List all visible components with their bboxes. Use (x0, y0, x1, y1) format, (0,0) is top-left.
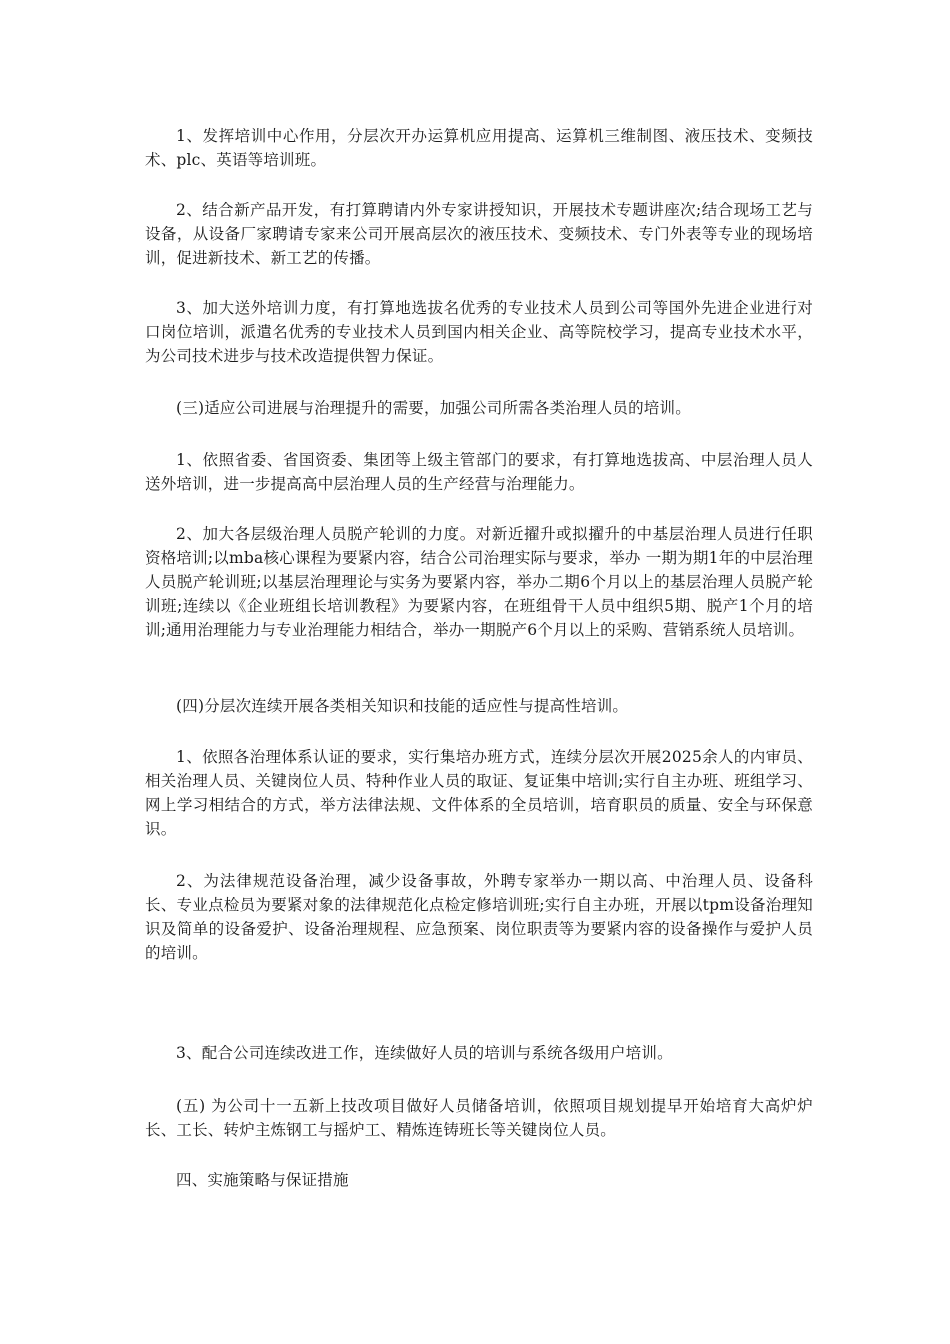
paragraph-10: 3、配合公司连续改进工作，连续做好人员的培训与系统各级用户培训。 (176, 1044, 673, 1062)
section-heading-5: (五) 为公司十一五新上技改项目做好人员储备培训，依照项目规划提早开始培育大高炉炉长、工长、转炉主炼钢工与摇炉工、精炼连铸班长等关键岗位人员。 (145, 1097, 813, 1139)
paragraph-6: 2、加大各层级治理人员脱产轮训的力度。对新近擢升或拟擢升的中基层治理人员进行任职资格培训;以mba核心课程为要紧内容，结合公司治理实际与要求，举办 一期为期1年的中层治理人员脱产轮训班;以基层治理理论与实务为要紧内容，举办二期6个月以上的基层治理人员脱产轮训班;连续以《企业班组长培训教程》为要紧内容，在班组骨干人员中组织5期、脱产1个月的培训;通用治理能力与专业治理能力相结合，举办一期脱产6个月以上的采购、营销系统人员培训。 (145, 525, 813, 639)
paragraph-1: 1、发挥培训中心作用，分层次开办运算机应用提高、运算机三维制图、液压技术、变频技术、plc、英语等培训班。 (145, 127, 813, 169)
paragraph-2: 2、结合新产品开发，有打算聘请内外专家讲授知识，开展技术专题讲座次;结合现场工艺与设备，从设备厂家聘请专家来公司开展高层次的液压技术、变频技术、专门外表等专业的现场培训，促进新技术、新工艺的传播。 (145, 201, 813, 267)
paragraph-5: 1、依照省委、省国资委、集团等上级主管部门的要求，有打算地选拔高、中层治理人员人送外培训，进一步提高高中层治理人员的生产经营与治理能力。 (145, 451, 813, 493)
paragraph-3: 3、加大送外培训力度，有打算地选拔名优秀的专业技术人员到公司等国外先进企业进行对口岗位培训，派遣名优秀的专业技术人员到国内相关企业、高等院校学习，提高专业技术水平，为公司技术进步与技术改造提供智力保证。 (145, 299, 813, 365)
paragraph-9: 2、为法律规范设备治理，减少设备事故，外聘专家举办一期以高、中治理人员、设备科长、专业点检员为要紧对象的法律规范化点检定修培训班;实行自主办班，开展以tpm设备治理知识及简单的设备爱护、设备治理规程、应急预案、岗位职责等为要紧内容的设备操作与爱护人员的培训。 (145, 872, 813, 962)
section-heading-four: 四、实施策略与保证措施 (176, 1171, 349, 1189)
paragraph-8: 1、依照各治理体系认证的要求，实行集培办班方式，连续分层次开展2025余人的内审员、相关治理人员、关键岗位人员、特种作业人员的取证、复证集中培训;实行自主办班、班组学习、网上学习相结合的方式，举方法律法规、文件体系的全员培训，培育职员的质量、安全与环保意识。 (145, 748, 813, 838)
section-heading-4: (四)分层次连续开展各类相关知识和技能的适应性与提高性培训。 (176, 697, 629, 715)
section-heading-3: (三)适应公司进展与治理提升的需要，加强公司所需各类治理人员的培训。 (176, 399, 691, 417)
